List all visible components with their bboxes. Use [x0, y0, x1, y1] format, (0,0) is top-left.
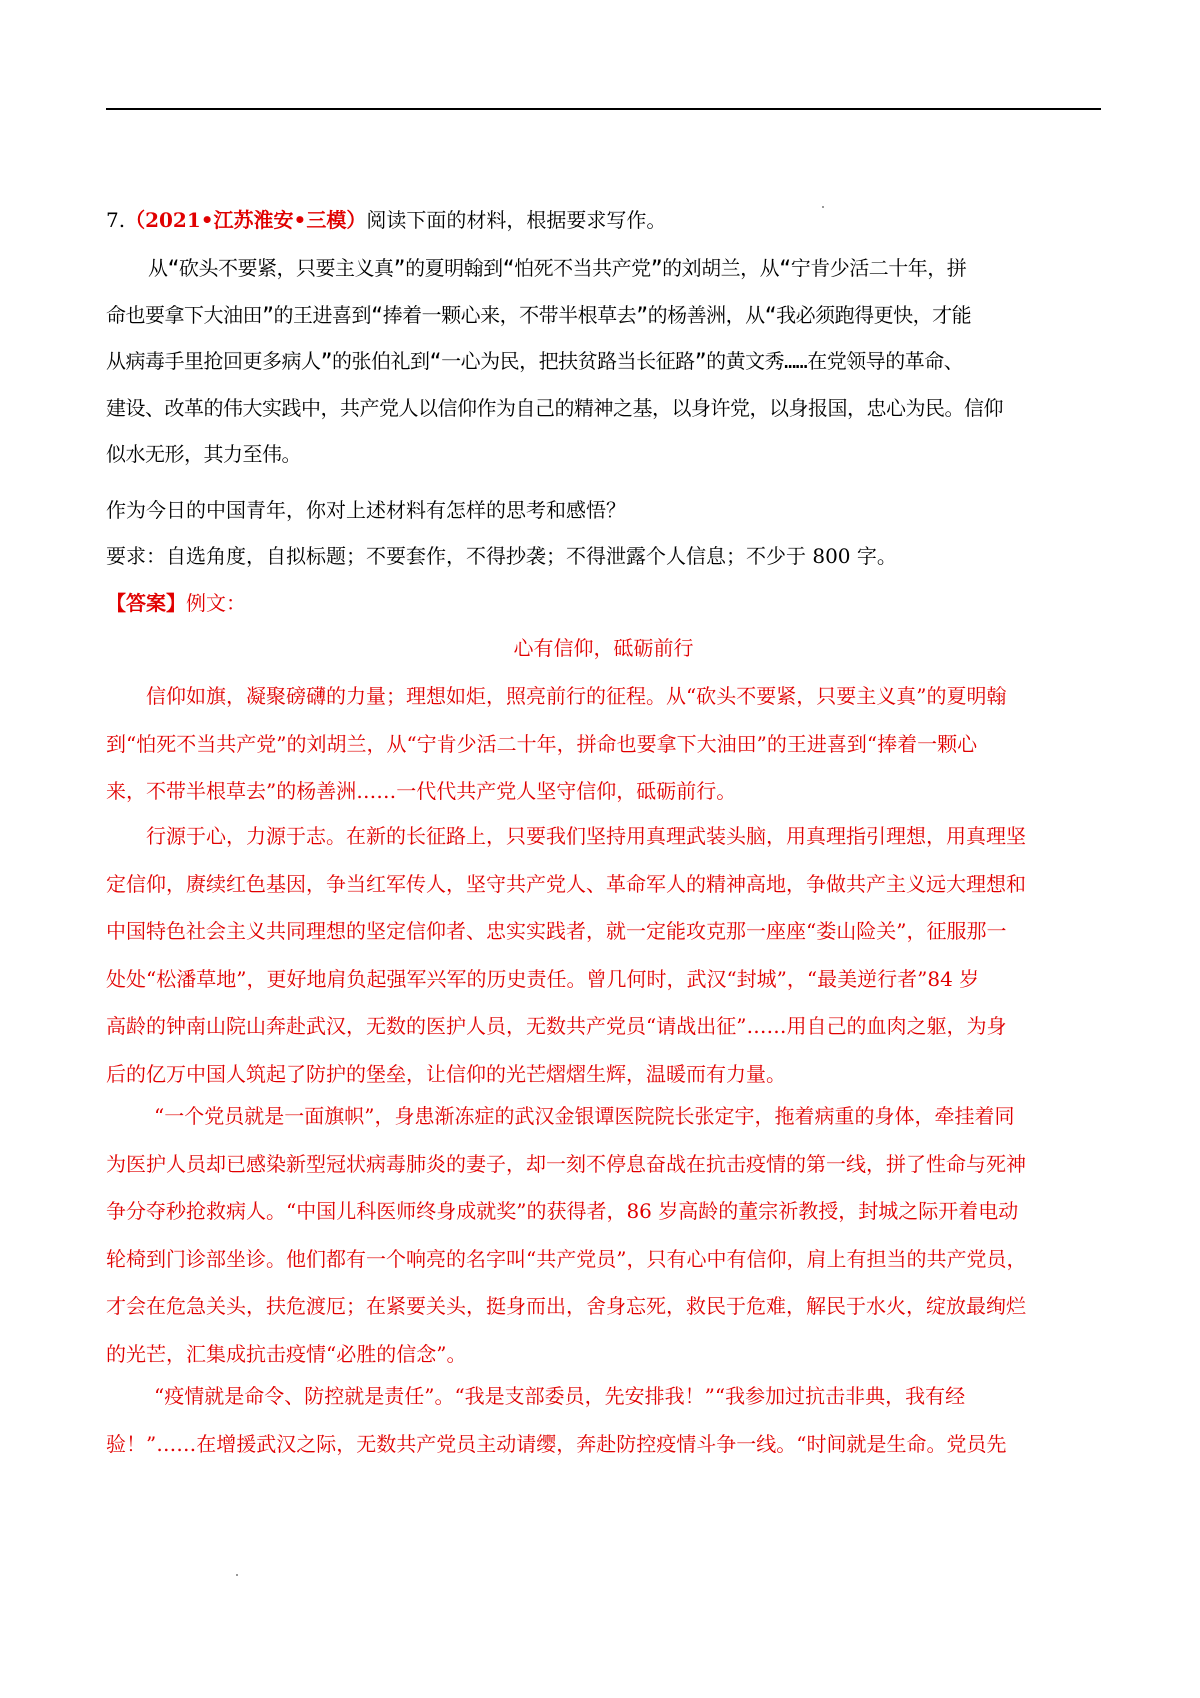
- essay-line: 定信仰，赓续红色基因，争当红军传人，坚守共产党人、革命军人的精神高地，争做共产主义远大理想和: [106, 871, 1026, 896]
- material-line: 命也要拿下大油田”的王进喜到“捧着一颗心来，不带半根草去”的杨善洲，从“我必须跑得更快，才能: [106, 302, 972, 327]
- question-instruction: 阅读下面的材料，根据要求写作。: [366, 208, 667, 232]
- essay-line: 来，不带半根草去”的杨善洲……一代代共产党人坚守信仰，砥砺前行。: [106, 779, 737, 803]
- material-line: 从病毒手里抢回更多病人”的张伯礼到“一心为民，把扶贫路当长征路”的黄文秀……在党领导的革命、: [106, 349, 964, 373]
- writing-requirement: 要求：自选角度，自拟标题；不要套作，不得抄袭；不得泄露个人信息；不少于 800 字。: [106, 544, 897, 568]
- header-rule: [106, 108, 1101, 110]
- essay-line: 为医护人员却已感染新型冠状病毒肺炎的妻子，却一刻不停息奋战在抗击疫情的第一线，拼了性命与死神: [106, 1151, 1026, 1176]
- essay-paragraph-1: [106, 673, 1101, 816]
- essay-line: 才会在危急关头，扶危渡厄；在紧要关头，挺身而出，舍身忘死，救民于危难，解民于水火，绽放最绚烂: [106, 1294, 1026, 1318]
- essay-line: 的光芒，汇集成抗击疫情“必胜的信念”。: [106, 1341, 467, 1366]
- essay-paragraph-4: [106, 1373, 1101, 1468]
- essay-line: “疫情就是命令、防控就是责任”。“我是支部委员，先安排我！”“我参加过抗击非典，我有经: [154, 1384, 966, 1408]
- essay-line: 后的亿万中国人筑起了防护的堡垒，让信仰的光芒熠熠生辉，温暖而有力量。: [106, 1061, 786, 1086]
- essay-paragraph-3: [106, 1093, 1101, 1378]
- material-line: 似水无形，其力至伟。: [106, 442, 301, 466]
- writing-prompt: 作为今日的中国青年，你对上述材料有怎样的思考和感悟？: [106, 498, 626, 522]
- essay-line: 争分夺秒抢救病人。“中国儿科医师终身成就奖”的获得者，86 岁高龄的董宗祈教授，封城之际开着电动: [106, 1199, 1019, 1223]
- essay-line: 处处“松潘草地”，更好地肩负起强军兴军的历史责任。曾几何时，武汉“封城”，“最美逆行者”84 岁: [106, 966, 980, 991]
- essay-title: 心有信仰，砥砺前行: [513, 636, 694, 660]
- material-paragraph: [106, 245, 1101, 478]
- essay-line: 中国特色社会主义共同理想的坚定信仰者、忠实实践者，就一定能攻克那一座座“娄山险关”，征服那一: [106, 919, 1007, 943]
- answer-heading: [106, 585, 1101, 621]
- essay-line: 轮椅到门诊部坐诊。他们都有一个响亮的名字叫“共产党员”，只有心中有信仰，肩上有担当的共产党员，: [106, 1246, 1027, 1271]
- material-line: 建设、改革的伟大实践中，共产党人以信仰作为自己的精神之基，以身许党，以身报国，忠心为民。信仰: [106, 395, 1003, 420]
- question-source: （2021•江苏淮安•三模）: [125, 208, 367, 232]
- essay-line: 到“怕死不当共产党”的刘胡兰，从“宁肯少活二十年，拼命也要拿下大油田”的王进喜到“捧着一颗心: [106, 731, 978, 756]
- essay-line: 验！”……在增援武汉之际，无数共产党员主动请缨，奔赴防控疫情斗争一线。“时间就是生命。党员先: [106, 1431, 1007, 1456]
- material-line: 从“砍头不要紧，只要主义真”的夏明翰到“怕死不当共产党”的刘胡兰，从“宁肯少活二十年，拼: [148, 256, 967, 280]
- example-label: 例文：: [186, 591, 246, 615]
- essay-line: 信仰如旗，凝聚磅礴的力量；理想如炬，照亮前行的征程。从“砍头不要紧，只要主义真”的夏明翰: [146, 684, 1007, 708]
- question-number: 7.: [106, 208, 126, 232]
- answer-label: 【答案】: [106, 591, 186, 615]
- essay-line: “一个党员就是一面旗帜”，身患渐冻症的武汉金银谭医院院长张定宇，拖着病重的身体，牵挂着同: [154, 1104, 1015, 1128]
- scan-speck: [236, 1574, 238, 1576]
- essay-line: 行源于心，力源于志。在新的长征路上，只要我们坚持用真理武装头脑，用真理指引理想，用真理坚: [146, 824, 1026, 848]
- question-line: [106, 202, 1101, 238]
- essay-paragraph-2: [106, 813, 1101, 1098]
- essay-line: 高龄的钟南山院山奔赴武汉，无数的医护人员，无数共产党员“请战出征”……用自己的血肉之躯，为身: [106, 1014, 1007, 1038]
